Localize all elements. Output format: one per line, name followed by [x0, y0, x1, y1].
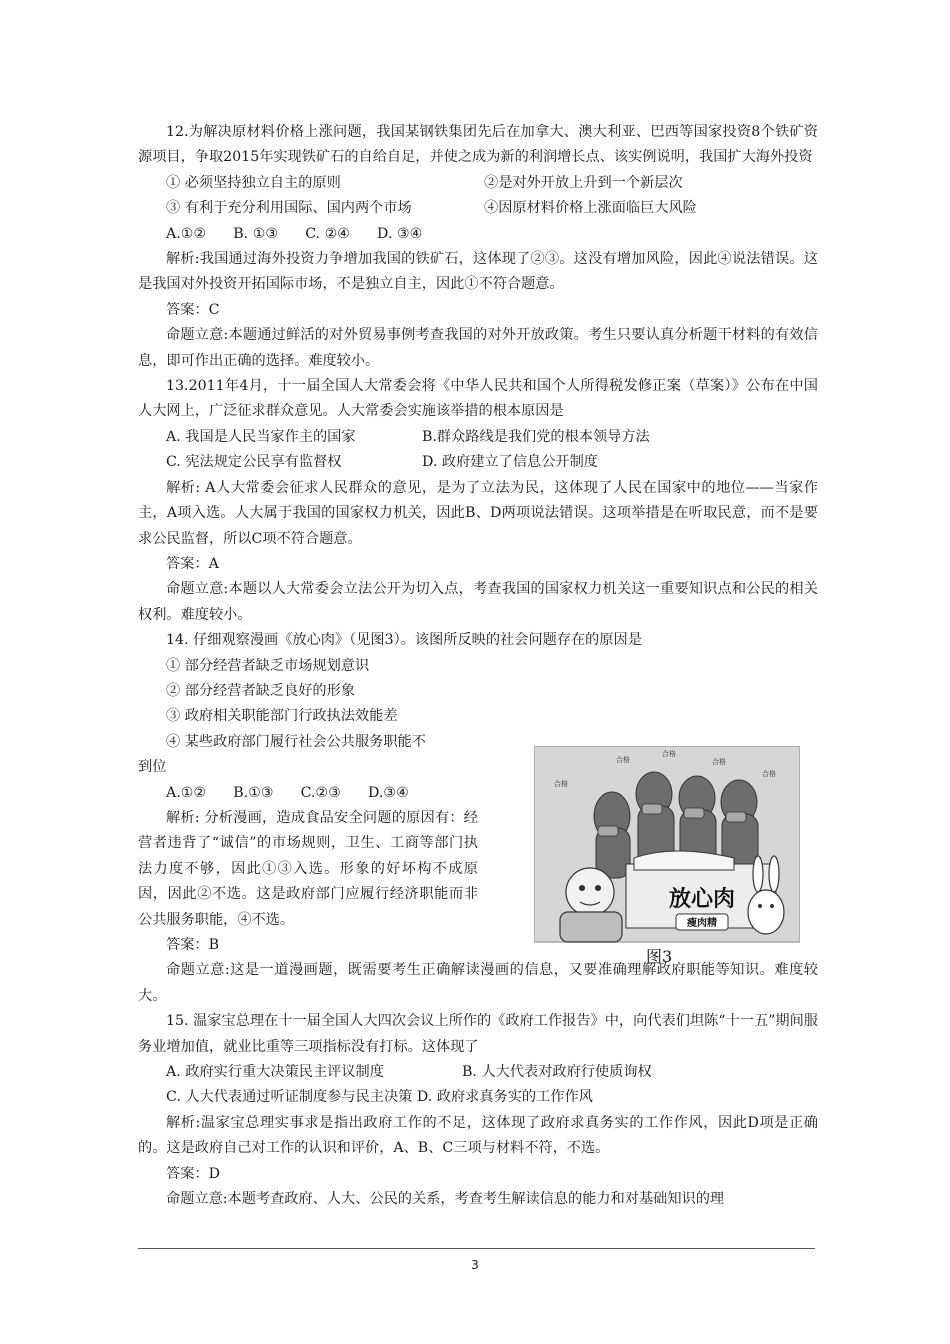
q15-answer: 答案：D	[166, 1165, 220, 1182]
q14-statement-2: ② 部分经营者缺乏良好的形象	[166, 682, 355, 699]
q13-analysis: 解析: A人大常委会征求人民群众的意见，是为了立法为民，这体现了人民在国家中的地位——当家作主，A项入选。人大属于我国的国家权力机关，因此B、D两项说法错误。这项举措是在听取民意，而不是要求公民监督，所以C项不符合题意。	[138, 479, 818, 547]
cartoon-figure-3	[534, 746, 800, 970]
tag-1: 合格	[554, 780, 568, 789]
q12-options-row2	[138, 196, 818, 221]
q14-statement-4: ④ 某些政府部门履行社会公共服务职能不	[166, 733, 426, 750]
q13-stem: 13.2011年4月，十一届全国人大常委会将《中华人民共和国个人所得税发修正案（草案）》公布在中国人大网上，广泛征求群众意见。人大常委会实施该举措的根本原因是	[138, 378, 818, 420]
q15-option-c: C. 人大代表通过听证制度参与民主决策	[166, 1089, 413, 1106]
q14-statement-1: ① 部分经营者缺乏市场规划意识	[166, 657, 370, 674]
q12-statement-1: ① 必须坚持独立自主的原则	[166, 174, 341, 191]
q15-options-row1	[138, 1060, 818, 1085]
q15-intent: 命题立意:本题考查政府、人大、公民的关系，考查考生解读信息的能力和对基础知识的理	[166, 1191, 725, 1208]
q14-statement-4-cont: 到位	[138, 759, 167, 776]
q12-answer: 答案：C	[166, 301, 220, 318]
q12-stem: 12.为解决原材料价格上涨问题，我国某钢铁集团先后在加拿大、澳大利亚、巴西等国家投资8个铁矿资源项目，争取2015年实现铁矿石的自给自足，并使之成为新的利润增长点、该实例说明，我国扩大海外投资	[138, 124, 818, 166]
q15-option-a: A. 政府实行重大决策民主评议制度	[166, 1064, 384, 1081]
q15-analysis: 解析:温家宝总理实事求是指出政府工作的不足，这体现了政府求真务实的工作作风，因此D项是正确的。这是政府自己对工作的认识和评价，A、B、C三项与材料不符，不选。	[138, 1114, 818, 1157]
q13-intent: 命题立意:本题以人大常委会立法公开为切入点，考查我国的国家权力机关这一重要知识点和公民的相关权利。难度较小。	[138, 581, 818, 623]
q14-text-column	[138, 654, 478, 933]
cartoon-caption: 图3	[646, 947, 673, 967]
q12-statement-3: ③ 有利于充分利用国际、国内两个市场	[166, 200, 412, 217]
q13-option-d: D. 政府建立了信息公开制度	[422, 454, 598, 471]
q15-option-b: B. 人大代表对政府行使质询权	[462, 1064, 652, 1081]
q14-statement-3: ③ 政府相关职能部门行政执法效能差	[166, 708, 398, 725]
page-number: 3	[471, 1258, 479, 1272]
q13-option-c: C. 宪法规定公民享有监督权	[166, 454, 342, 471]
q14-intent: 命题立意:这是一道漫画题，既需要考生正确解读漫画的信息，又要准确理解政府职能等知识。难度较大。	[138, 962, 818, 1004]
q12-intent: 命题立意:本题通过鲜活的对外贸易事例考查我国的对外开放政策。考生只要认真分析题干材料的有效信息，即可作出正确的选择。难度较小。	[138, 327, 818, 369]
q13-options-row1	[138, 425, 818, 450]
q14-stem: 14. 仔细观察漫画《放心肉》（见图3）。该图所反映的社会问题存在的原因是	[166, 632, 642, 649]
q14-answer: 答案：B	[166, 937, 219, 953]
q12-choices: A.①② B. ①③ C. ②④ D. ③④	[166, 225, 423, 242]
tag-5: 合格	[762, 770, 776, 779]
cartoon-jar-label: 瘦肉精	[687, 918, 717, 930]
q12-statement-4: ④因原材料价格上涨面临巨大风险	[484, 200, 697, 217]
page-content	[138, 120, 818, 1212]
q15-stem: 15. 温家宝总理在十一届全国人大四次会议上所作的《政府工作报告》中，向代表们坦陈“十一五”期间服务业增加值，就业比重等三项指标没有打标。这体现了	[138, 1013, 818, 1055]
q14-choices: A.①② B.①③ C.②③ D.③④	[166, 784, 409, 801]
q12-options-row1	[138, 171, 818, 196]
tag-4: 合格	[712, 758, 726, 767]
q13-options-row2	[138, 450, 818, 475]
footer-divider	[138, 1248, 815, 1249]
q15-option-d: D. 政府求真务实的工作作风	[416, 1089, 593, 1106]
q12-analysis: 解析:我国通过海外投资力争增加我国的铁矿石，这体现了②③。这没有增加风险，因此④说法错误。这是我国对外投资开拓国际市场，不是独立自主，因此①不符合题意。	[138, 251, 818, 293]
cartoon-sign: 放心肉	[668, 887, 736, 913]
q15-options-row2	[138, 1085, 818, 1110]
q13-option-b: B.群众路线是我们党的根本领导方法	[422, 428, 650, 445]
q12-statement-2: ②是对外开放上升到一个新层次	[484, 174, 683, 191]
tag-3: 合格	[662, 750, 676, 759]
q14-analysis: 解析: 分析漫画，造成食品安全问题的原因有：经营者违背了“诚信”的市场规则，卫生、工商等部门执法力度不够，因此①③入选。形象的好坏构不成原因，因此②不选。这是政府部门应履行经济职能而非公共服务职能，④不选。	[138, 809, 478, 928]
tag-2: 合格	[616, 756, 630, 765]
q13-option-a: A. 我国是人民当家作主的国家	[166, 428, 356, 445]
q13-answer: 答案：A	[166, 555, 219, 572]
